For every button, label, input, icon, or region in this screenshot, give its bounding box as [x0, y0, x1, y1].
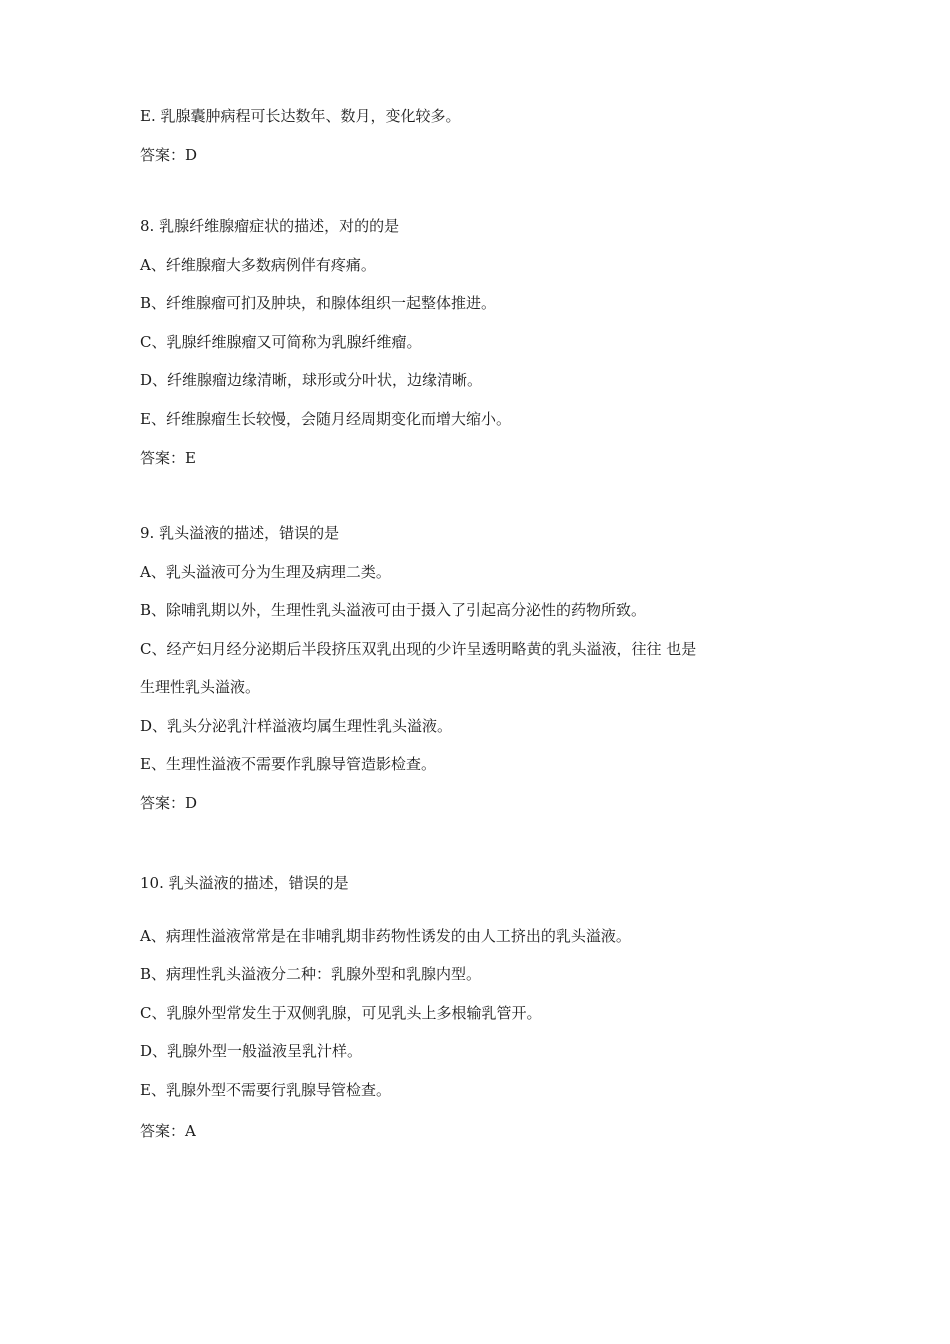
q9-option-c-cont: 生理性乳头溢液。 — [140, 678, 261, 696]
q8-option-d: D、纤维腺瘤边缘清晰，球形或分叶状，边缘清晰。 — [140, 371, 483, 389]
q8-option-c: C、乳腺纤维腺瘤又可简称为乳腺纤维瘤。 — [140, 333, 422, 351]
q8-option-e: E、纤维腺瘤生长较慢，会随月经周期变化而增大缩小。 — [140, 410, 511, 428]
q10-question: 10. 乳头溢液的描述，错误的是 — [140, 874, 349, 892]
q8-question: 8. 乳腺纤维腺瘤症状的描述，对的的是 — [140, 217, 400, 235]
q9-answer: 答案：D — [140, 794, 198, 812]
q9-option-c: C、经产妇月经分泌期后半段挤压双乳出现的少许呈透明略黄的乳头溢液，往往 也是 — [140, 640, 697, 658]
q9-option-e: E、生理性溢液不需要作乳腺导管造影检查。 — [140, 755, 436, 773]
q9-option-a: A、乳头溢液可分为生理及病理二类。 — [140, 563, 391, 581]
q10-option-c: C、乳腺外型常发生于双侧乳腺，可见乳头上多根输乳管开。 — [140, 1004, 542, 1022]
q10-option-d: D、乳腺外型一般溢液呈乳汁样。 — [140, 1042, 363, 1060]
q10-option-b: B、病理性乳头溢液分二种：乳腺外型和乳腺内型。 — [140, 965, 482, 983]
q7-answer: 答案：D — [140, 146, 198, 164]
q8-option-a: A、纤维腺瘤大多数病例伴有疼痛。 — [140, 256, 376, 274]
q10-answer: 答案：A — [140, 1122, 196, 1140]
q10-option-a: A、病理性溢液常常是在非哺乳期非药物性诱发的由人工挤出的乳头溢液。 — [140, 927, 631, 945]
q8-option-b: B、纤维腺瘤可扪及肿块，和腺体组织一起整体推进。 — [140, 294, 497, 312]
q10-option-e: E、乳腺外型不需要行乳腺导管检查。 — [140, 1081, 391, 1099]
q7-option-e: E. 乳腺囊肿病程可长达数年、数月，变化较多。 — [140, 107, 461, 125]
q9-option-d: D、乳头分泌乳汁样溢液均属生理性乳头溢液。 — [140, 717, 453, 735]
q8-answer: 答案：E — [140, 449, 196, 467]
q9-option-b: B、除哺乳期以外，生理性乳头溢液可由于摄入了引起高分泌性的药物所致。 — [140, 601, 647, 619]
q9-question: 9. 乳头溢液的描述，错误的是 — [140, 524, 340, 542]
